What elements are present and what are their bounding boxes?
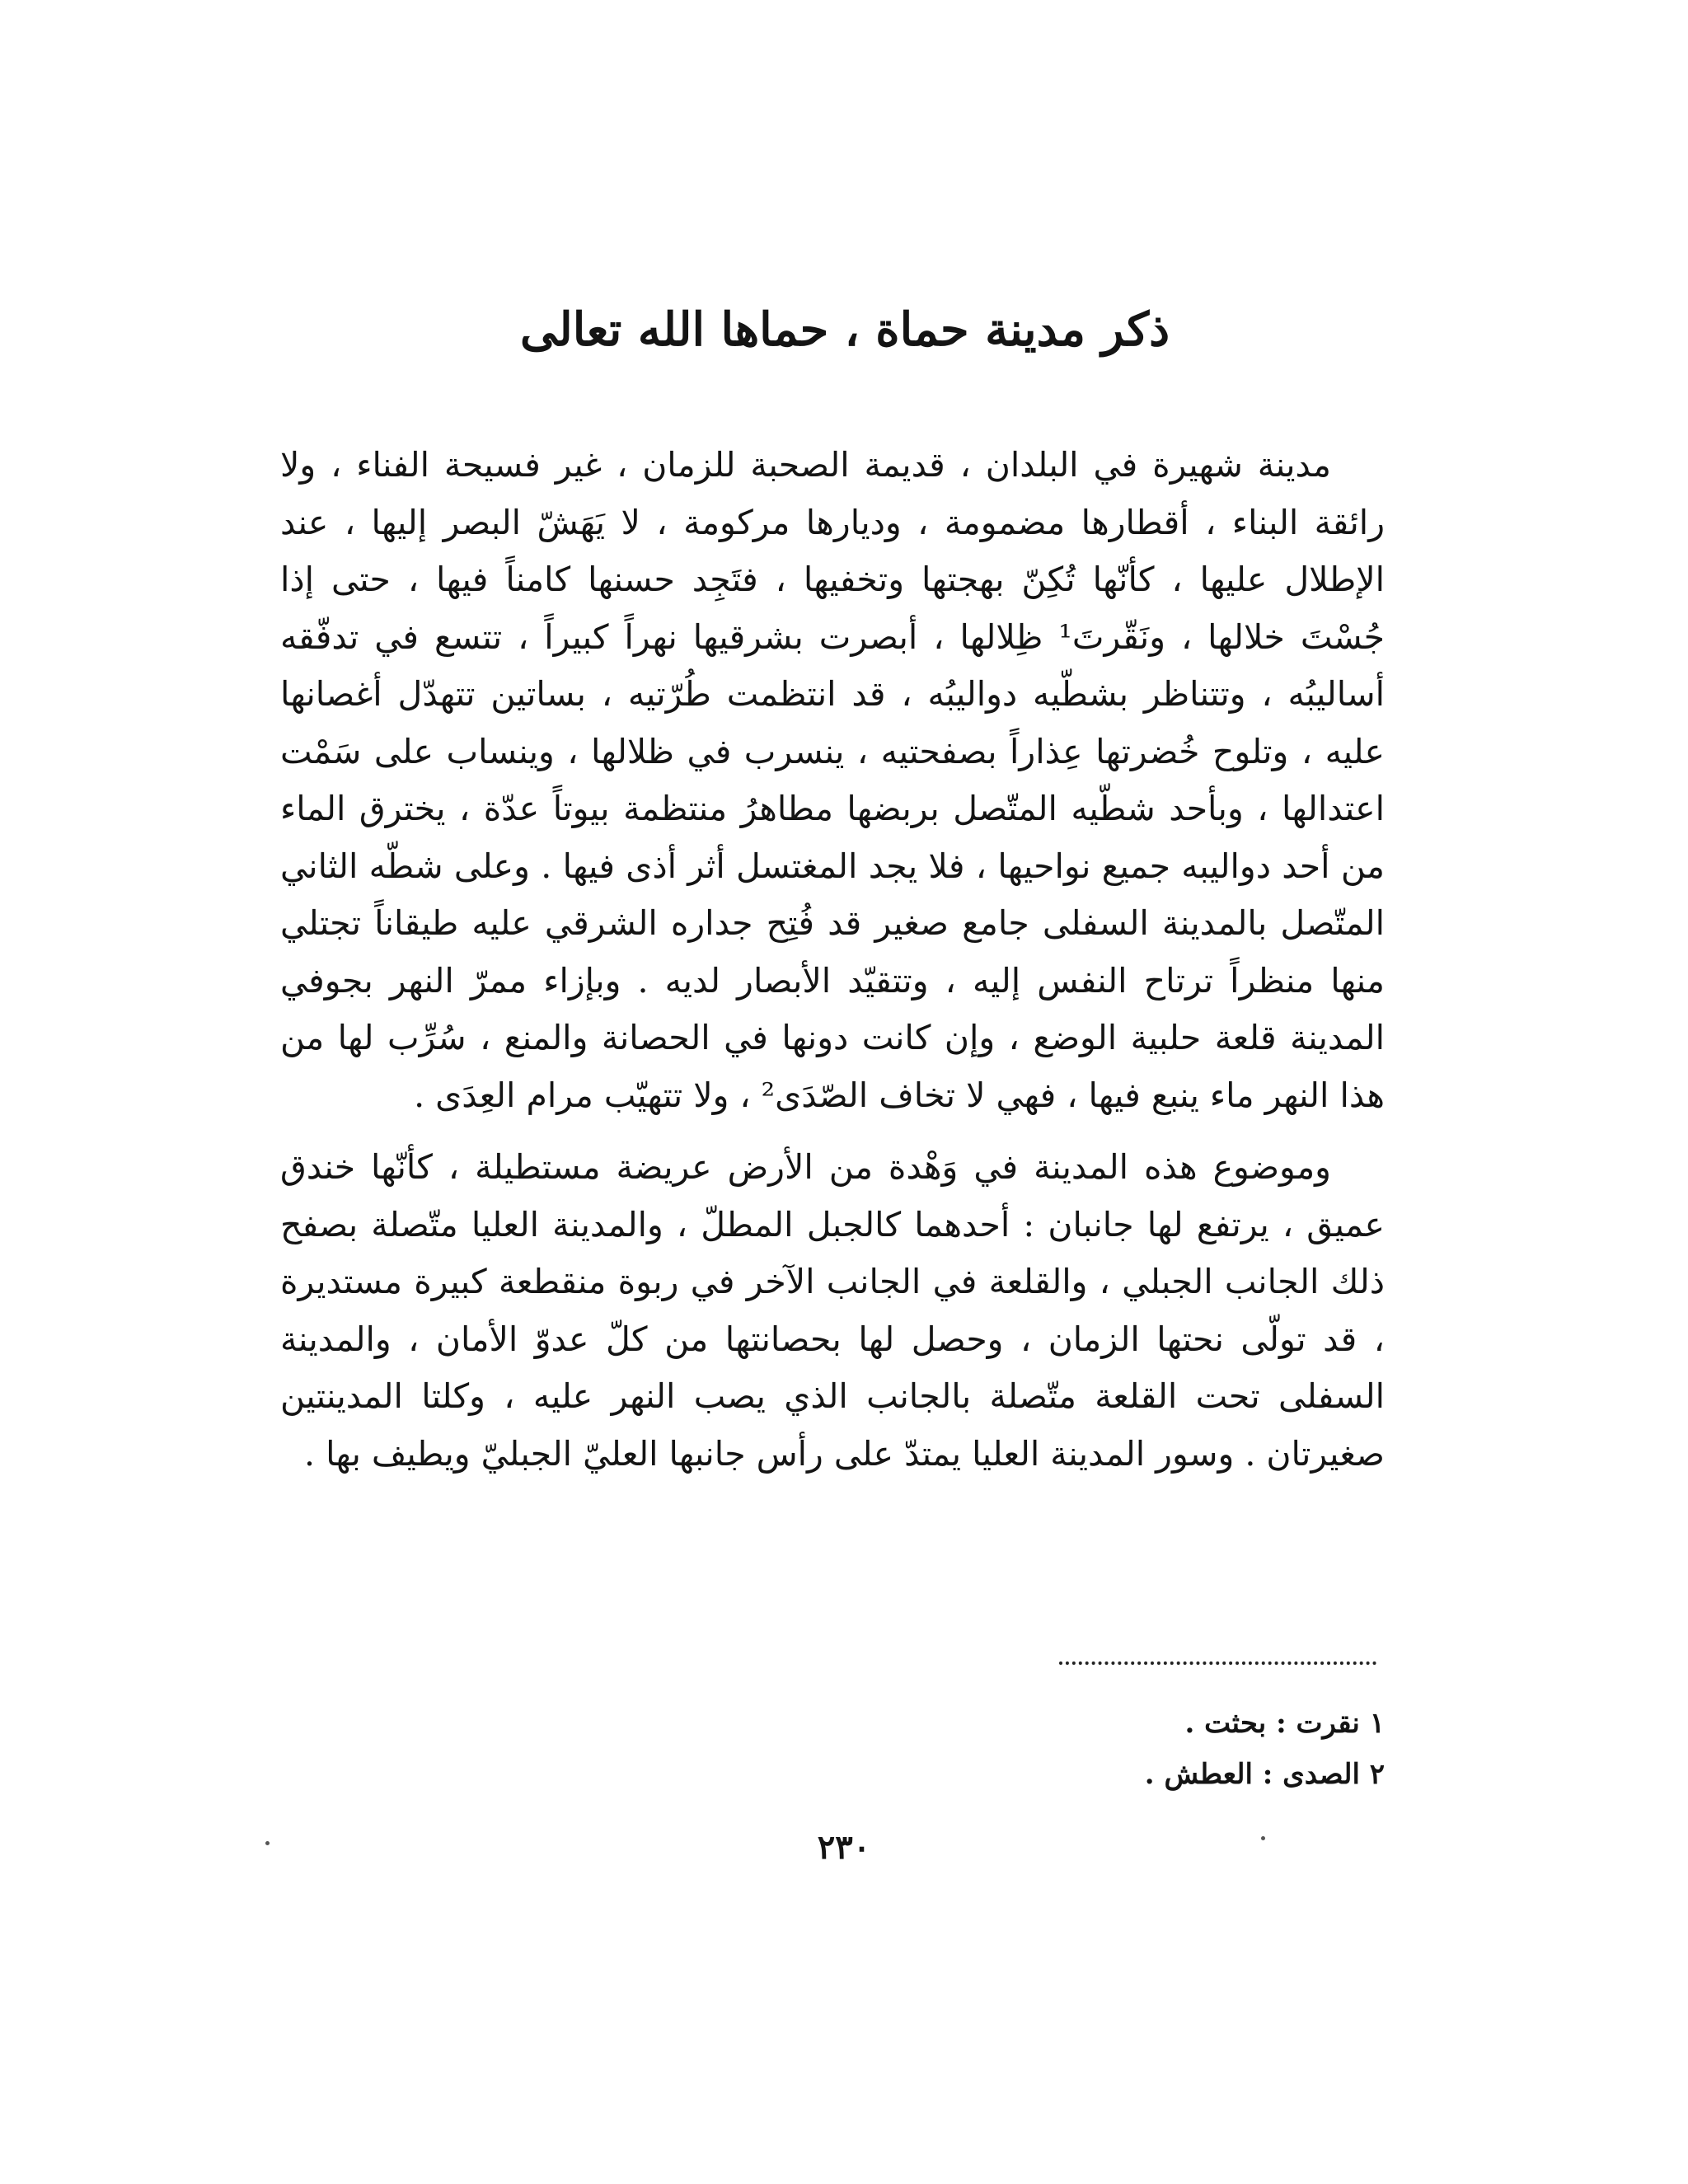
footnote-2: ٢ الصدى : العطش . — [1144, 1758, 1385, 1791]
paragraph-1: مدينة شهيرة في البلدان ، قديمة الصحبة للزمان ، غير فسيحة الفناء ، ولا رائقة البناء ، أقطارها مضمومة ، وديارها مركومة ، لا يَهَشّ البصر إليها ، عند الإطلال عليها ، كأنّها تُكِنّ بهجتها وتخفيها ، فتَجِد حسنها كامناً فيها ، حتى إذا جُسْتَ خلالها ، ونَقّرتَ¹ ظِلالها ، أبصرت بشرقيها نهراً كبيراً ، تتسع في تدفّقه أساليبُه ، وتتناظر بشطّيه دواليبُه ، قد انتظمت طُرّتيه ، بساتين تتهدّل أغصانها عليه ، وتلوح خُضرتها عِذاراً بصفحتيه ، ينسرب في ظلالها ، وينساب على سَمْت اعتدالها ، وبأحد شطّيه المتّصل بربضها مطاهرُ منتظمة بيوتاً عدّة ، يخترق الماء من أحد دواليبه جميع نواحيها ، فلا يجد المغتسل أثر أذى فيها . وعلى شطّه الثاني المتّصل بالمدينة السفلى جامع صغير قد فُتِح جداره الشرقي عليه طيقاناً تجتلي منها منظراً ترتاح النفس إليه ، وتتقيّد الأبصار لديه . وبإزاء ممرّ النهر بجوفي المدينة قلعة حلبية الوضع ، وإن كانت دونها في الحصانة والمنع ، سُرِّب لها من هذا النهر ماء ينبع فيها ، فهي لا تخاف الصّدَى² ، ولا تتهيّب مرام العِدَى . — [280, 445, 1385, 1115]
footnote-separator — [1059, 1661, 1376, 1665]
footnotes — [890, 1698, 1385, 1800]
scan-speck — [265, 1841, 270, 1845]
paragraph-2: وموضوع هذه المدينة في وَهْدة من الأرض عريضة مستطيلة ، كأنّها خندق عميق ، يرتفع لها جانبان : أحدهما كالجبل المطلّ ، والمدينة العليا متّصلة بصفح ذلك الجانب الجبلي ، والقلعة في الجانب الآخر في ربوة منقطعة كبيرة مستديرة ، قد تولّى نحتها الزمان ، وحصل لها بحصانتها من كلّ عدوّ الأمان ، والمدينة السفلى تحت القلعة متّصلة بالجانب الذي يصب النهر عليه ، وكلتا المدينتين صغيرتان . وسور المدينة العليا يمتدّ على رأس جانبها العليّ الجبليّ ويطيف بها . — [280, 1147, 1385, 1474]
page-title: ذكر مدينة حماة ، حماها الله تعالى — [519, 302, 1170, 357]
page-number: ٢٣٠ — [817, 1828, 871, 1867]
footnote-1: ١ نقرت : بحثت . — [1184, 1707, 1385, 1740]
body-text — [280, 437, 1385, 1483]
scan-speck — [1261, 1836, 1265, 1840]
